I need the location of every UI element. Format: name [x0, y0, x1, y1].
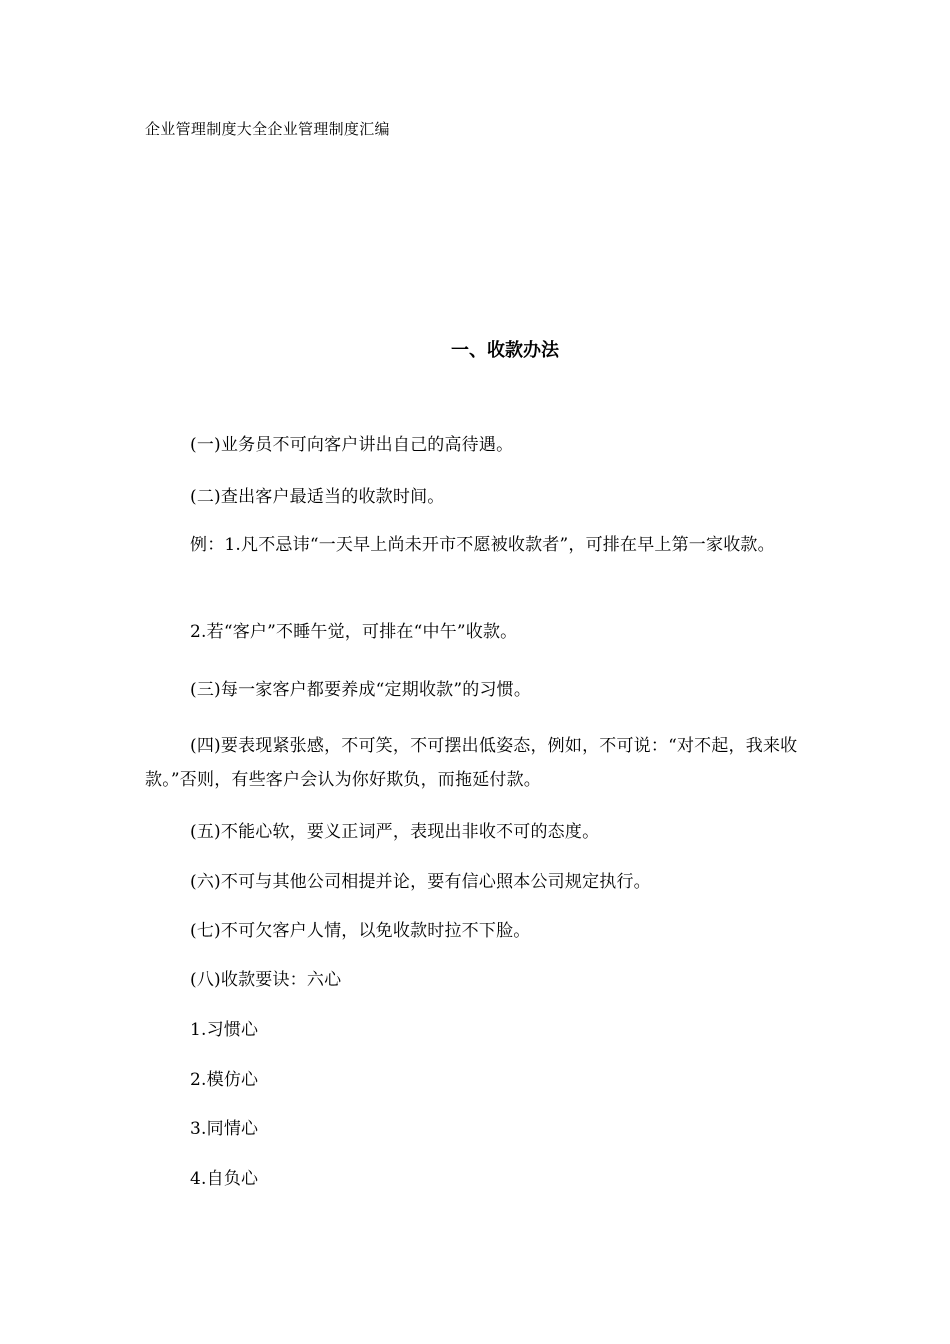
paragraph-8: (六)不可与其他公司相提并论，要有信心照本公司规定执行。 [190, 872, 651, 892]
list-item-1: 1.习惯心 [190, 1020, 259, 1040]
paragraph-9: (七)不可欠客户人情，以免收款时拉不下脸。 [190, 921, 531, 941]
paragraph-4: 2.若“客户”不睡午觉，可排在“中午”收款。 [190, 622, 518, 642]
paragraph-6: (四)要表现紧张感，不可笑，不可摆出低姿态，例如，不可说：“对不起，我来收款。”否则，有些客户会认为你好欺负，而拖延付款。 [145, 736, 798, 790]
paragraph-5: (三)每一家客户都要养成“定期收款”的习惯。 [190, 680, 532, 700]
section-title: 一、收款办法 [451, 340, 559, 361]
list-item-3: 3.同情心 [190, 1119, 259, 1139]
paragraph-10: (八)收款要诀：六心 [190, 970, 342, 990]
paragraph-3: 例：1.凡不忌讳“一天早上尚未开市不愿被收款者”，可排在早上第一家收款。 [190, 535, 775, 555]
list-item-4: 4.自负心 [190, 1169, 259, 1189]
paragraph-7: (五)不能心软，要义正词严，表现出非收不可的态度。 [190, 822, 600, 842]
paragraph-2: (二)查出客户最适当的收款时间。 [190, 487, 445, 507]
document-header: 企业管理制度大全企业管理制度汇编 [145, 120, 390, 138]
list-item-2: 2.模仿心 [190, 1070, 259, 1090]
paragraph-1: (一)业务员不可向客户讲出自己的高待遇。 [190, 435, 514, 455]
